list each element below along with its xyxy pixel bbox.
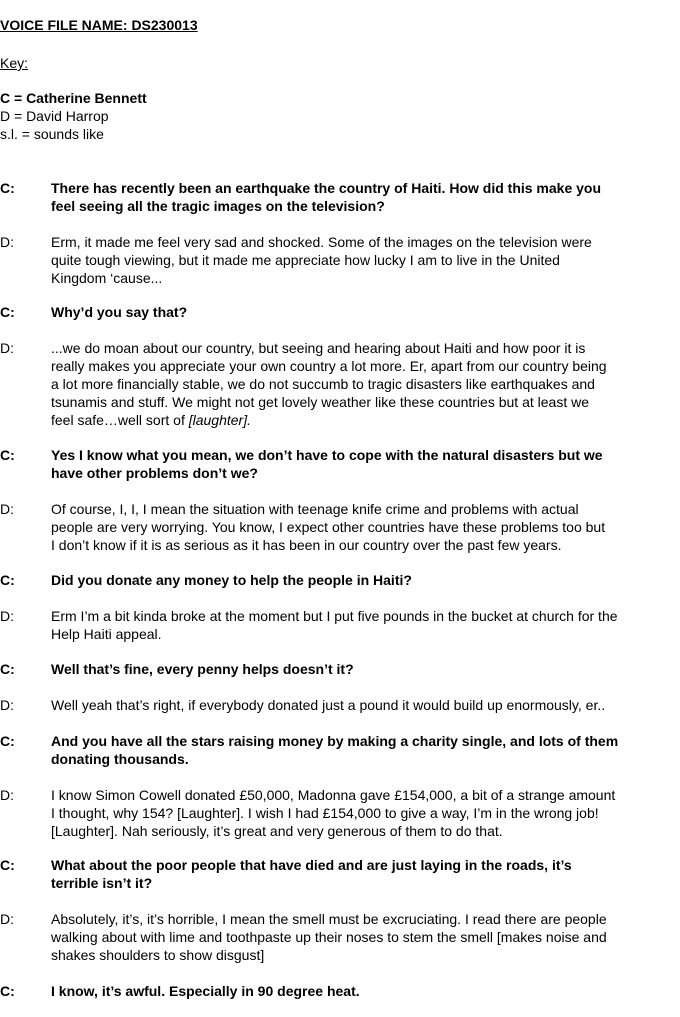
utterance-line-text: Kingdom ‘cause... xyxy=(51,270,163,286)
utterance-line-text: Erm, it made me feel very sad and shocked. Some of the images on the television were xyxy=(51,234,592,250)
utterance-line-text: I thought, why 154? [Laughter]. I wish I had £154,000 to give a way, I’m in the wrong job! xyxy=(51,805,599,821)
utterance-line xyxy=(51,732,680,750)
utterance-line xyxy=(51,179,680,197)
speaker-label: C: xyxy=(0,304,15,320)
speaker-label: D: xyxy=(0,340,14,356)
utterance-line xyxy=(51,251,680,269)
utterance-text xyxy=(51,179,680,215)
key-line-sounds-like: s.l. = sounds like xyxy=(0,126,104,142)
utterance-line-text: I know Simon Cowell donated £50,000, Madonna gave £154,000, a bit of a strange amount xyxy=(51,787,616,803)
utterance-text xyxy=(51,303,680,321)
utterance-line-text: [Laughter]. Nah seriously, it’s great and very generous of them to do that. xyxy=(51,823,503,839)
utterance-line-text: donating thousands. xyxy=(51,751,189,767)
utterance-text xyxy=(51,786,680,840)
utterance-line-text: Did you donate any money to help the people in Haiti? xyxy=(51,572,412,588)
utterance-line xyxy=(51,660,680,678)
utterance-line xyxy=(51,357,680,375)
utterance-line xyxy=(51,946,680,964)
utterance-line xyxy=(51,269,680,287)
utterance-line xyxy=(51,197,680,215)
utterance-line xyxy=(51,804,680,822)
key-line-david: D = David Harrop xyxy=(0,108,109,124)
utterance-line xyxy=(51,375,680,393)
utterance-line-text: Erm I’m a bit kinda broke at the moment but I put five pounds in the bucket at church for the xyxy=(51,608,618,624)
utterance-line xyxy=(51,910,680,928)
speaker-label: C: xyxy=(0,661,15,677)
utterance-text xyxy=(51,500,680,554)
utterance-line xyxy=(51,928,680,946)
utterance-line-text: I know, it’s awful. Especially in 90 degree heat. xyxy=(51,983,360,999)
utterance-line-text: feel seeing all the tragic images on the television? xyxy=(51,198,385,214)
utterance-line-text: feel safe…well sort of xyxy=(51,412,189,428)
utterance-line-text: shakes shoulders to show disgust] xyxy=(51,947,265,963)
voice-file-title: VOICE FILE NAME: DS230013 xyxy=(0,17,198,33)
utterance-line-text: have other problems don’t we? xyxy=(51,465,258,481)
utterance-line-text: And you have all the stars raising money by making a charity single, and lots of them xyxy=(51,733,619,749)
speaker-label: D: xyxy=(0,697,14,713)
utterance-line-text: really makes you appreciate your own country a lot more. Er, apart from our country being xyxy=(51,358,607,374)
utterance-line xyxy=(51,856,680,874)
utterance-line-text: walking about with lime and toothpaste up their noses to stem the smell [makes noise and xyxy=(51,929,607,945)
speaker-label: D: xyxy=(0,234,14,250)
utterance-line-text: What about the poor people that have died and are just laying in the roads, it’s xyxy=(51,857,572,873)
utterance-text xyxy=(51,696,680,714)
speaker-label: C: xyxy=(0,983,15,999)
utterance-line-text: terrible isn’t it? xyxy=(51,875,153,891)
utterance-text xyxy=(51,910,680,964)
utterance-line-text: Why’d you say that? xyxy=(51,304,188,320)
utterance-line xyxy=(51,464,680,482)
utterance-line-text: Help Haiti appeal. xyxy=(51,626,162,642)
speaker-label: D: xyxy=(0,608,14,624)
utterance-line-text: Well that’s fine, every penny helps doesn’t it? xyxy=(51,661,354,677)
key-line-catherine: C = Catherine Bennett xyxy=(0,90,147,106)
utterance-line-text: Absolutely, it’s, it’s horrible, I mean the smell must be excruciating. I read there are people xyxy=(51,911,607,927)
utterance-text xyxy=(51,339,680,429)
utterance-line-text: tsunamis and stuff. We might not get lovely weather like these countries but at least we xyxy=(51,394,589,410)
utterance-line xyxy=(51,625,680,643)
speaker-label: D: xyxy=(0,787,14,803)
utterance-line xyxy=(51,607,680,625)
key-heading: Key: xyxy=(0,55,29,71)
utterance-line xyxy=(51,786,680,804)
speaker-label: C: xyxy=(0,857,15,873)
utterance-line-text: a lot more financially stable, we do not succumb to tragic disasters like earthquakes and xyxy=(51,376,595,392)
utterance-line-text: Well yeah that’s right, if everybody donated just a pound it would build up enormously, er.. xyxy=(51,697,606,713)
speaker-label: C: xyxy=(0,447,15,463)
utterance-line xyxy=(51,411,680,429)
utterance-line xyxy=(51,500,680,518)
utterance-text xyxy=(51,982,680,1000)
utterance-line xyxy=(51,518,680,536)
speaker-label: D: xyxy=(0,911,14,927)
utterance-text xyxy=(51,233,680,287)
stage-direction: [laughter]. xyxy=(188,412,251,428)
utterance-line xyxy=(51,233,680,251)
utterance-line-text: quite tough viewing, but it made me appreciate how lucky I am to live in the United xyxy=(51,252,560,268)
utterance-line xyxy=(51,393,680,411)
speaker-label: C: xyxy=(0,180,15,196)
utterance-text xyxy=(51,446,680,482)
utterance-line-text: people are very worrying. You know, I expect other countries have these problems too but xyxy=(51,519,606,535)
utterance-line xyxy=(51,874,680,892)
speaker-label: C: xyxy=(0,733,15,749)
utterance-text xyxy=(51,607,680,643)
utterance-line-text: Of course, I, I, I mean the situation with teenage knife crime and problems with actual xyxy=(51,501,579,517)
utterance-line xyxy=(51,303,680,321)
utterance-line xyxy=(51,571,680,589)
utterance-text xyxy=(51,660,680,678)
utterance-line xyxy=(51,446,680,464)
utterance-line-text: I don’t know if it is as serious as it has been in our country over the past few years. xyxy=(51,537,562,553)
utterance-line-text: There has recently been an earthquake the country of Haiti. How did this make you xyxy=(51,180,602,196)
utterance-line xyxy=(51,750,680,768)
speaker-label: D: xyxy=(0,501,14,517)
utterance-text xyxy=(51,732,680,768)
utterance-line-text: Yes I know what you mean, we don’t have to cope with the natural disasters but we xyxy=(51,447,603,463)
speaker-label: C: xyxy=(0,572,15,588)
utterance-line xyxy=(51,822,680,840)
utterance-line xyxy=(51,696,680,714)
utterance-line xyxy=(51,536,680,554)
utterance-line xyxy=(51,982,680,1000)
utterance-line-text: ...we do moan about our country, but seeing and hearing about Haiti and how poor it is xyxy=(51,340,586,356)
utterance-line xyxy=(51,339,680,357)
utterance-text xyxy=(51,856,680,892)
utterance-text xyxy=(51,571,680,589)
